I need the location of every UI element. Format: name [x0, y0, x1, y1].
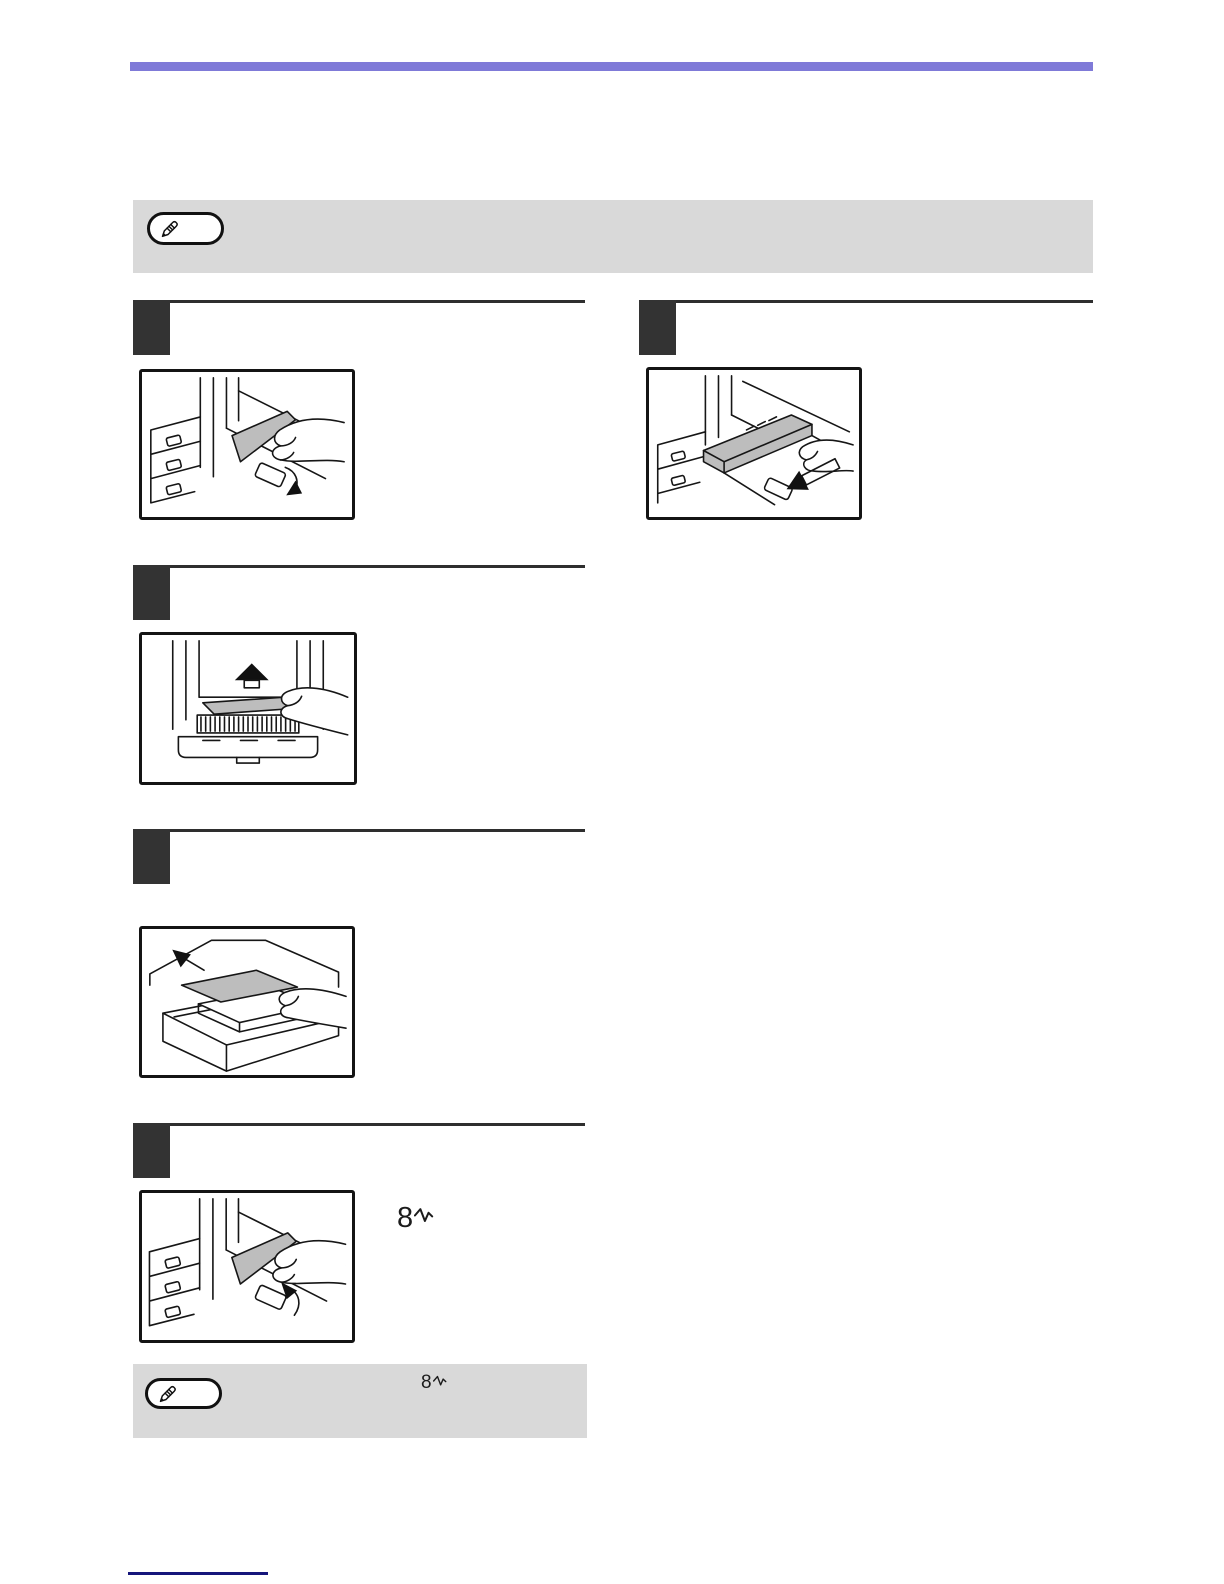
- paper-tray: [704, 415, 812, 473]
- pencil-icon: [155, 1383, 177, 1405]
- header-accent-bar: [130, 62, 1093, 71]
- pencil-icon: [157, 218, 179, 240]
- remove-paper-from-tray-illustration: [144, 931, 350, 1073]
- step-2: [133, 565, 585, 620]
- step-number-badge: [133, 300, 170, 355]
- footer-link-underline: [128, 1572, 268, 1575]
- paper-jam-indicator-icon: [421, 1373, 447, 1392]
- step-number-badge: [133, 1123, 170, 1178]
- step-rule: [133, 565, 585, 568]
- step-rule: [133, 1123, 585, 1126]
- tray-base: [178, 737, 317, 763]
- step-number-badge: [133, 829, 170, 884]
- close-side-cover-illustration: [144, 1195, 350, 1338]
- step-rule: [133, 829, 585, 832]
- note-box-bottom: [133, 1364, 587, 1438]
- note-box-top: [133, 200, 1093, 273]
- jam-indicator-digit: 8: [397, 1202, 414, 1234]
- step-4: [133, 1123, 585, 1178]
- step-number-badge: [133, 565, 170, 620]
- hand: [279, 989, 346, 1028]
- figure-remove-misfed-paper: [139, 632, 357, 785]
- open-direction-arrow: [285, 467, 302, 495]
- figure-open-side-cover: [139, 369, 355, 520]
- step-1: [133, 300, 585, 355]
- open-side-cover-illustration: [144, 374, 350, 515]
- step-right-1: [639, 300, 1093, 355]
- figure-push-tray-in: [646, 367, 862, 520]
- note-pill: [147, 212, 224, 245]
- jam-indicator-digit: 8: [421, 1372, 432, 1393]
- hand: [799, 440, 853, 471]
- step-3: [133, 829, 585, 884]
- jam-zigzag-icon: [414, 1207, 434, 1224]
- push-tray-in-illustration: [651, 372, 857, 515]
- remove-misfed-paper-illustration: [144, 637, 352, 780]
- paper-jam-indicator-icon: [397, 1204, 434, 1233]
- jam-zigzag-icon: [433, 1375, 447, 1387]
- step-number-badge: [639, 300, 676, 355]
- figure-remove-paper-from-tray: [139, 926, 355, 1078]
- figure-close-side-cover: [139, 1190, 355, 1343]
- step-rule: [133, 300, 585, 303]
- close-direction-arrow: [281, 1282, 299, 1315]
- misfed-paper: [203, 697, 293, 714]
- note-pill: [145, 1378, 222, 1409]
- step-rule: [639, 300, 1093, 303]
